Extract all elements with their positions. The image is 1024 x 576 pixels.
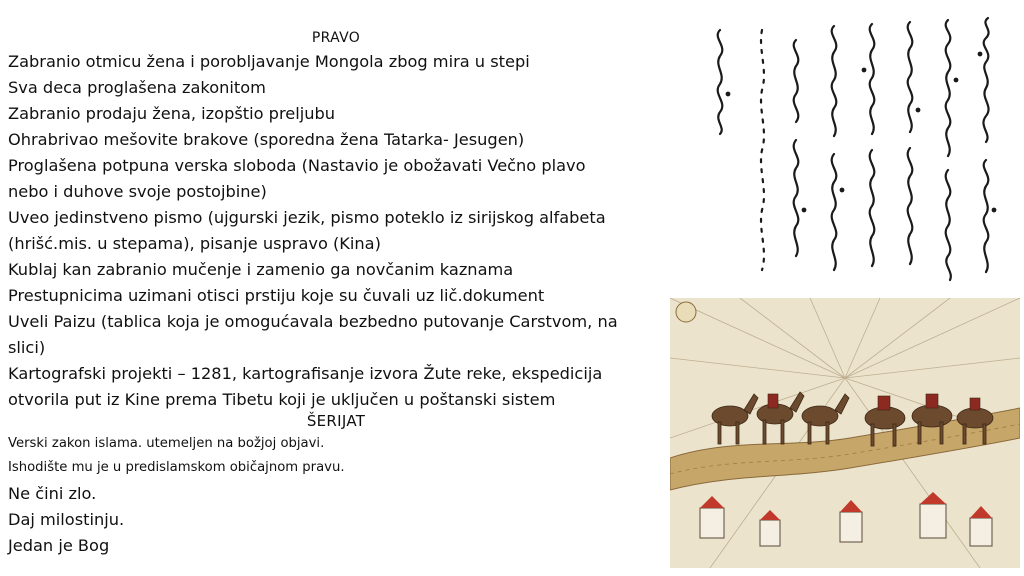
serijat-line: Verski zakon islama. utemeljen na božjoj objavi. — [8, 436, 325, 451]
pravo-line: otvorila put iz Kine prema Tibetu koji je uključen u poštanski sistem — [8, 390, 556, 409]
pravo-line: Prestupnicima uzimani otisci prstiju koje su čuvali uz lič.dokument — [8, 286, 545, 305]
serijat-line: Ishodište mu je u predislamskom običajnom pravu. — [8, 460, 345, 475]
map-drawing — [670, 298, 1020, 568]
pravo-heading: PRAVO — [311, 30, 361, 46]
serijat-line: Daj milostinju. — [8, 510, 125, 529]
pravo-line: Uveli Paizu (tablica koja je omogućavala bezbedno putovanje Carstvom, na — [8, 312, 618, 331]
pravo-line: nebo i duhove svoje postojbine) — [8, 182, 267, 201]
pravo-line: Zabranio otmicu žena i porobljavanje Mongola zbog mira u stepi — [8, 52, 530, 71]
pravo-line: (hrišć.mis. u stepama), pisanje uspravo (Kina) — [8, 234, 381, 253]
serijat-heading: ŠERIJAT — [306, 412, 366, 430]
serijat-line: Ne čini zlo. — [8, 484, 97, 503]
pravo-line: Kublaj kan zabranio mučenje i zamenio ga novčanim kaznama — [8, 260, 514, 279]
pravo-line: Proglašena potpuna verska sloboda (Nastavio je obožavati Večno plavo — [8, 156, 586, 175]
catalan-atlas-caravan-image — [670, 298, 1020, 568]
pravo-line: Ohrabrivao mešovite brakove (sporedna žena Tatarka- Jesugen) — [8, 130, 525, 149]
mongolian-script-drawing — [688, 10, 1014, 285]
mongolian-script-image — [688, 10, 1014, 285]
pravo-line: Sva deca proglašena zakonitom — [8, 78, 266, 97]
pravo-line: Zabranio prodaju žena, izopštio preljubu — [8, 104, 335, 123]
pravo-line: Uveo jedinstveno pismo (ujgurski jezik, pismo poteklo iz sirijskog alfabeta — [8, 208, 606, 227]
pravo-line: slici) — [8, 338, 46, 357]
serijat-line: Jedan je Bog — [8, 536, 110, 555]
pravo-line: Kartografski projekti – 1281, kartografisanje izvora Žute reke, ekspedicija — [8, 364, 603, 383]
